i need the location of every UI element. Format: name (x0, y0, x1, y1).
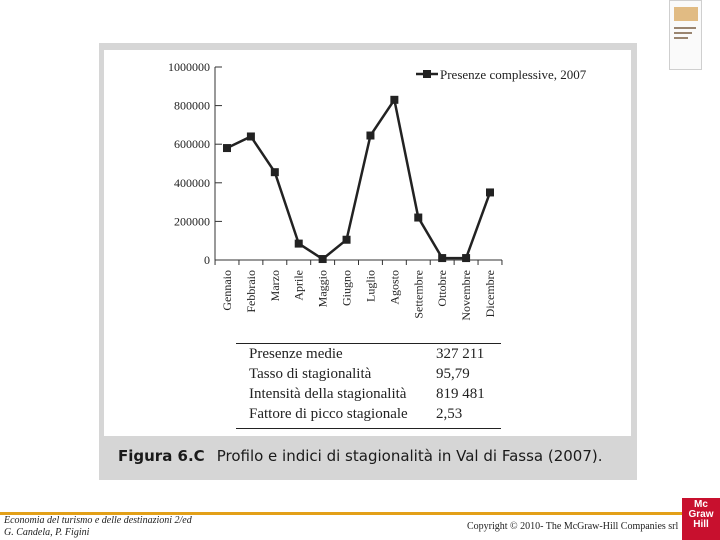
y-tick-label: 1000000 (168, 60, 210, 74)
y-axis (168, 60, 222, 267)
x-tick-label: Febbraio (243, 270, 258, 313)
data-point (247, 132, 255, 140)
table-row (236, 384, 501, 404)
legend (416, 67, 587, 82)
x-tick-label: Novembre (459, 270, 474, 321)
data-point (319, 255, 327, 263)
legend-label: Presenze complessive, 2007 (440, 67, 587, 82)
data-point (223, 144, 231, 152)
x-tick-label: Aprile (291, 270, 306, 301)
logo-line: Mc (694, 499, 708, 510)
x-tick-label: Settembre (411, 270, 426, 319)
table-bottom-rule (236, 428, 501, 429)
publisher-logo (682, 498, 720, 540)
data-point (390, 96, 398, 104)
footer-copyright: Copyright © 2010- The McGraw-Hill Companies srl (467, 521, 679, 532)
x-tick-label: Marzo (267, 270, 282, 302)
y-tick-label: 400000 (174, 175, 210, 190)
figure-caption-text: Profilo e indici di stagionalità in Val di Fassa (2007). (216, 447, 603, 465)
footer-authors: G. Candela, P. Figini (4, 527, 90, 538)
x-tick-label: Dicembre (483, 270, 497, 318)
y-tick-label: 800000 (174, 98, 210, 113)
table-row (236, 404, 501, 424)
table-row (236, 344, 501, 364)
stat-value: 2,53 (436, 406, 463, 422)
logo-line: Graw (688, 509, 714, 520)
x-tick-label: Luglio (363, 270, 378, 302)
y-tick-label: 200000 (174, 214, 210, 229)
data-point (486, 188, 494, 196)
footer-credits (4, 515, 192, 539)
stat-label: Tasso di stagionalità (249, 366, 372, 382)
data-point (438, 254, 446, 262)
x-tick-label: Ottobre (435, 270, 450, 307)
x-tick-label: Maggio (315, 270, 330, 308)
footer-book-title: Economia del turismo e delle destinazioni 2/ed (4, 515, 192, 526)
data-point (295, 240, 303, 248)
data-point (366, 132, 374, 140)
x-tick-label: Agosto (387, 270, 402, 305)
x-axis (215, 260, 502, 321)
logo-line: Hill (693, 519, 709, 530)
figure-caption-label: Figura 6.C (118, 447, 205, 465)
figure-caption (118, 447, 603, 465)
data-point (271, 168, 279, 176)
stat-label: Intensità della stagionalità (249, 386, 407, 402)
legend-marker (423, 70, 431, 78)
y-tick-label: 0 (204, 253, 210, 267)
table-row (236, 364, 501, 384)
series-line (227, 100, 490, 259)
stat-value: 819 481 (436, 386, 485, 402)
data-point (343, 236, 351, 244)
stat-value: 95,79 (436, 366, 470, 382)
data-point (462, 254, 470, 262)
stat-label: Presenze medie (249, 346, 343, 362)
y-tick-label: 600000 (174, 137, 210, 152)
stat-value: 327 211 (436, 346, 485, 362)
stat-label: Fattore di picco stagionale (249, 406, 408, 422)
data-point (414, 214, 422, 222)
x-tick-label: Giugno (339, 270, 354, 306)
series-layer (223, 96, 494, 263)
x-tick-label: Gennaio (220, 270, 234, 311)
seasonality-stats-table (236, 343, 501, 429)
